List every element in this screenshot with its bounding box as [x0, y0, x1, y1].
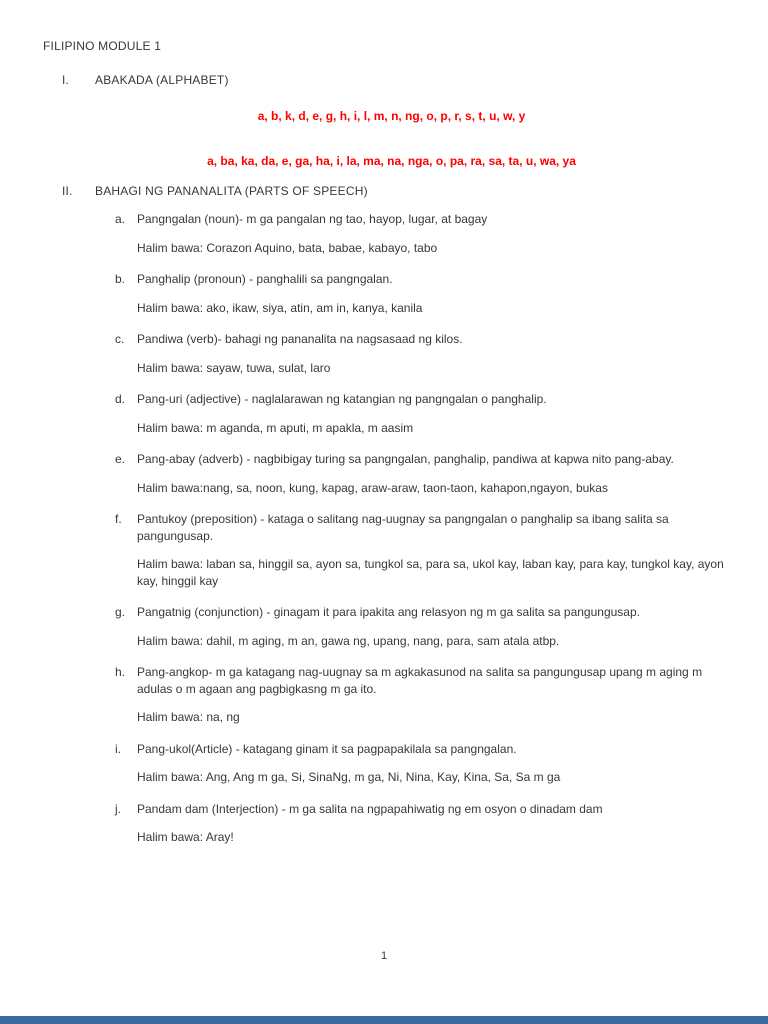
- item-definition: Pangngalan (noun)- m ga pangalan ng tao, hayop, lugar, at bagay: [137, 212, 488, 226]
- item-letter: i.: [115, 741, 121, 756]
- item-letter: e.: [115, 452, 126, 466]
- alphabet-syllables-line: a, ba, ka, da, e, ga, ha, i, la, ma, na, nga, o, pa, ra, sa, ta, u, wa, ya: [207, 154, 576, 168]
- item-example: Halim bawa: m aganda, m aputi, m apakla, m aasim: [137, 420, 414, 435]
- speech-part-item: [115, 211, 740, 256]
- item-letter: c.: [115, 332, 125, 346]
- item-example: Halim bawa: sayaw, tuwa, sulat, laro: [137, 360, 331, 375]
- speech-part-item: [115, 391, 740, 436]
- item-example: Halim bawa: Aray!: [137, 830, 234, 844]
- document-title: FILIPINO MODULE 1: [43, 39, 162, 53]
- item-example: Halim bawa:nang, sa, noon, kung, kapag, araw-araw, taon-taon, kahapon,ngayon, bukas: [137, 480, 608, 495]
- viewer-toolbar-strip: [0, 1016, 768, 1024]
- speech-part-item: [115, 664, 740, 726]
- item-definition: Pantukoy (preposition) - kataga o salitang nag-uugnay sa pangngalan o panghalip sa ibang salita sa pangungusap.: [137, 512, 669, 543]
- speech-part-item: [115, 604, 740, 649]
- section-numeral: II.: [62, 184, 73, 198]
- section-heading-speech: [62, 184, 740, 198]
- speech-part-item: [115, 801, 740, 846]
- item-letter: f.: [115, 512, 122, 526]
- alphabet-letters-line: a, b, k, d, e, g, h, i, l, m, n, ng, o, p, r, s, t, u, w, y: [257, 109, 526, 123]
- item-letter: h.: [115, 665, 126, 679]
- speech-part-item: [115, 331, 740, 376]
- page-number: 1: [380, 950, 388, 962]
- speech-part-item: [115, 511, 740, 589]
- item-definition: Pang-ukol(Article) - katagang ginam it sa pagpapakilala sa pangngalan.: [137, 741, 517, 756]
- item-definition: Panghalip (pronoun) - panghalili sa pangngalan.: [137, 272, 393, 286]
- speech-part-item: [115, 741, 740, 786]
- section-numeral: I.: [62, 73, 70, 87]
- item-definition: Pang-uri (adjective) - naglalarawan ng katangian ng pangngalan o panghalip.: [137, 392, 547, 406]
- item-example: Halim bawa: ako, ikaw, siya, atin, am in, kanya, kanila: [137, 300, 423, 315]
- item-definition: Pang-abay (adverb) - nagbibigay turing sa pangngalan, panghalip, pandiwa at kapwa nito pang-abay.: [137, 452, 674, 466]
- speech-part-item: [115, 451, 740, 496]
- item-example: Halim bawa: Corazon Aquino, bata, babae, kabayo, tabo: [137, 240, 438, 255]
- speech-parts-list: [115, 211, 740, 846]
- item-definition: Pandiwa (verb)- bahagi ng pananalita na nagsasaad ng kilos.: [137, 332, 463, 346]
- section-heading-alphabet: [62, 73, 740, 87]
- item-definition: Pandam dam (Interjection) - m ga salita na ngpapahiwatig ng em osyon o dinadam dam: [137, 801, 603, 816]
- item-letter: d.: [115, 392, 126, 406]
- item-letter: g.: [115, 605, 126, 619]
- speech-part-item: [115, 271, 740, 316]
- section-heading-text: BAHAGI NG PANANALITA (PARTS OF SPEECH): [95, 184, 368, 198]
- section-heading-text: ABAKADA (ALPHABET): [95, 73, 229, 87]
- item-example: Halim bawa: dahil, m aging, m an, gawa ng, upang, nang, para, sam atala atbp.: [137, 633, 560, 648]
- item-letter: j.: [115, 801, 121, 816]
- item-letter: a.: [115, 212, 126, 226]
- item-definition: Pang-angkop- m ga katagang nag-uugnay sa m agkakasunod na salita sa pangungusap upang m aging m adulas o m agaan ang pagbigkasng m ga ito.: [137, 665, 703, 696]
- item-example: Halim bawa: laban sa, hinggil sa, ayon sa, tungkol sa, para sa, ukol kay, laban kay, para kay, tungkol kay, ayon kay, hinggil kay: [137, 557, 724, 588]
- item-example: Halim bawa: Ang, Ang m ga, Si, SinaNg, m ga, Ni, Nina, Kay, Kina, Sa, Sa m ga: [137, 770, 561, 784]
- item-definition: Pangatnig (conjunction) - ginagam it para ipakita ang relasyon ng m ga salita sa pangungusap.: [137, 605, 640, 619]
- item-letter: b.: [115, 272, 126, 286]
- item-example: Halim bawa: na, ng: [137, 710, 240, 724]
